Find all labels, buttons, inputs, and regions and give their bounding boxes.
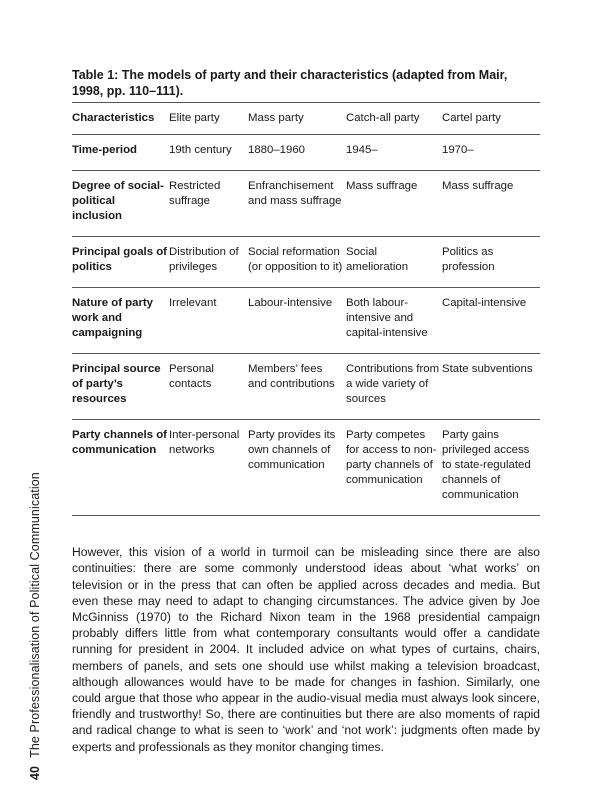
table-row [72,354,540,420]
body-paragraph: However, this vision of a world in turmoil can be misleading since there are also continuities: there are some commonly understood ideas about ‘what works’ on television or in the press that can often be applied across decades and media. But even these may need to adapt to changing circumstances. The advice given by Joe McGinniss (1970) to the Richard Nixon team in the 1968 presidential campaign probably differs little from what contemporary consultants would offer a candidate running for president in 2004. It included advice on what types of curtains, chairs, members of panels, and sets one should use whilst making a television broadcast, although allowances would have to be made for changes in fashion. Similarly, one could argue that those who appear in the audio-visual media must always look sincere, friendly and trustworthy! So, there are continuities but there are also moments of rapid and radical change to what is seen to ‘work’ and ‘not work’: judgments often made by experts and professionals as they monitor changing times. [72,545,540,754]
table-row [72,288,540,354]
table-row [72,237,540,288]
table-cell: Capital-intensive [442,297,527,309]
table-cell: Mass suffrage [346,180,418,192]
table-row [72,135,540,171]
row-header: Principal goals of politics [72,246,167,273]
column-header: Mass party [248,112,304,124]
table-cell: Contributions from a wide variety of sources [346,363,440,405]
table-row [72,171,540,237]
party-models-table [72,102,540,516]
table-cell: Social reformation (or opposition to it) [248,246,343,273]
table-cell: Members’ fees and contributions [248,363,335,390]
column-header: Elite party [169,112,220,124]
table-cell: Both labour-intensive and capital-intensive [346,297,428,339]
table-cell: Distribution of privileges [169,246,239,273]
row-header: Time-period [72,144,137,156]
table-cell: 1880–1960 [248,144,306,156]
column-header: Characteristics [72,112,155,124]
table-cell: 19th century [169,144,232,156]
running-header [28,472,42,780]
table-cell: Social amelioration [346,246,409,273]
row-header: Party channels of communication [72,429,167,456]
table-cell: Irrelevant [169,297,217,309]
table-cell: State subventions [442,363,533,375]
row-header: Degree of social-political inclusion [72,180,164,222]
table-header-row [72,103,540,135]
table-cell: Mass suffrage [442,180,514,192]
table-cell: Party competes for access to non-party channels of communication [346,429,437,486]
table-cell: Personal contacts [169,363,214,390]
row-header: Principal source of party’s resources [72,363,161,405]
column-header: Cartel party [442,112,501,124]
table-cell: 1970– [442,144,474,156]
table-row [72,420,540,516]
row-header: Nature of party work and campaigning [72,297,154,339]
table-cell: Party gains privileged access to state-regulated channels of communication [442,429,531,501]
column-header: Catch-all party [346,112,420,124]
table-cell: 1945– [346,144,378,156]
table-caption: Table 1: The models of party and their characteristics (adapted from Mair, 1998, pp. 110–111). [72,68,508,98]
running-title: The Professionalisation of Political Communication [28,472,42,758]
page-number: 40 [28,765,42,780]
table-cell: Party provides its own channels of communication [248,429,336,471]
table-cell: Politics as profession [442,246,495,273]
table-cell: Labour-intensive [248,297,333,309]
table-cell: Restricted suffrage [169,180,221,207]
table-cell: Inter-personal networks [169,429,240,456]
table-cell: Enfranchisement and mass suffrage [248,180,342,207]
